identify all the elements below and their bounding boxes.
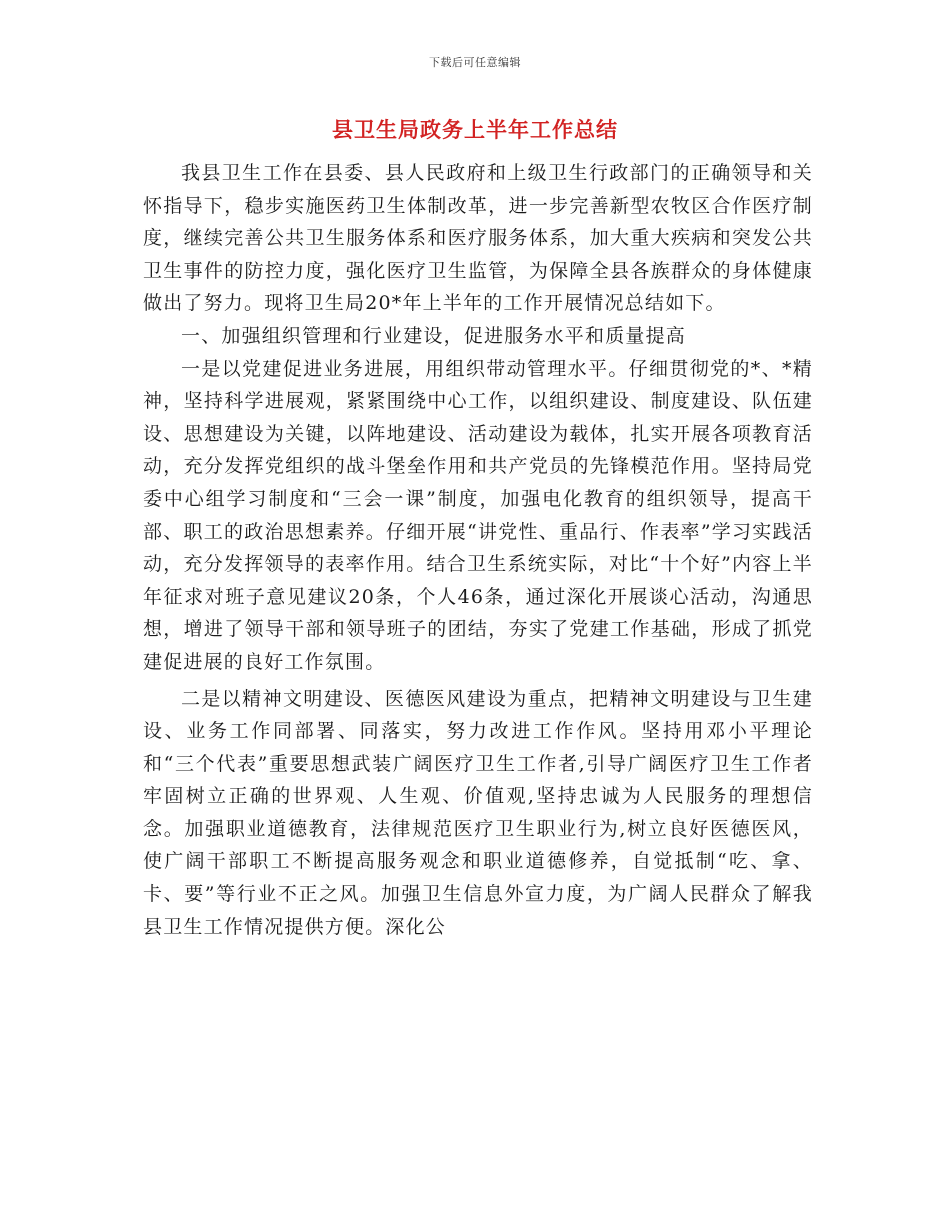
paragraph-intro: 我县卫生工作在县委、县人民政府和上级卫生行政部门的正确领导和关怀指导下，稳步实施医药卫生体制改革，进一步完善新型农牧区合作医疗制度，继续完善公共卫生服务体系和医疗服务体系，加大重大疾病和突发公共卫生事件的防控力度，强化医疗卫生监管，为保障全县各族群众的身体健康做出了努力。现将卫生局20*年上半年的工作开展情况总结如下。 xyxy=(143,162,813,315)
paragraph-party-building: 一是以党建促进业务进展，用组织带动管理水平。仔细贯彻党的*、*精神，坚持科学进展观，紧紧围绕中心工作，以组织建设、制度建设、队伍建设、思想建设为关键，以阵地建设、活动建设为载体，扎实开展各项教育活动，充分发挥党组织的战斗堡垒作用和共产党员的先锋模范作用。坚持局党委中心组学习制度和“三会一课”制度，加强电化教育的组织领导，提高干部、职工的政治思想素养。仔细开展“讲党性、重品行、作表率”学习实践活动，充分发挥领导的表率作用。结合卫生系统实际，对比“十个好”内容上半年征求对班子意见建议20条，个人46条，通过深化开展谈心活动，沟通思想，增进了领导干部和领导班子的团结，夯实了党建工作基础，形成了抓党建促进展的良好工作氛围。 xyxy=(143,357,813,673)
header-note: 下载后可任意编辑 xyxy=(429,56,521,69)
document-body xyxy=(143,157,813,943)
section-heading-1: 一、加强组织管理和行业建设，促进服务水平和质量提高 xyxy=(181,324,687,347)
paragraph-civilization: 二是以精神文明建设、医德医风建设为重点，把精神文明建设与卫生建设、业务工作同部署、同落实，努力改进工作作风。坚持用邓小平理论和“三个代表”重要思想武装广阔医疗卫生工作者,引导广阔医疗卫生工作者牢固树立正确的世界观、人生观、价值观,坚持忠诚为人民服务的理想信念。加强职业道德教育，法律规范医疗卫生职业行为,树立良好医德医风，使广阔干部职工不断提高服务观念和职业道德修养，自觉抵制“吃、拿、卡、要”等行业不正之风。加强卫生信息外宣力度，为广阔人民群众了解我县卫生工作情况提供方便。深化公 xyxy=(143,687,813,938)
document-title: 县卫生局政务上半年工作总结 xyxy=(332,118,618,142)
